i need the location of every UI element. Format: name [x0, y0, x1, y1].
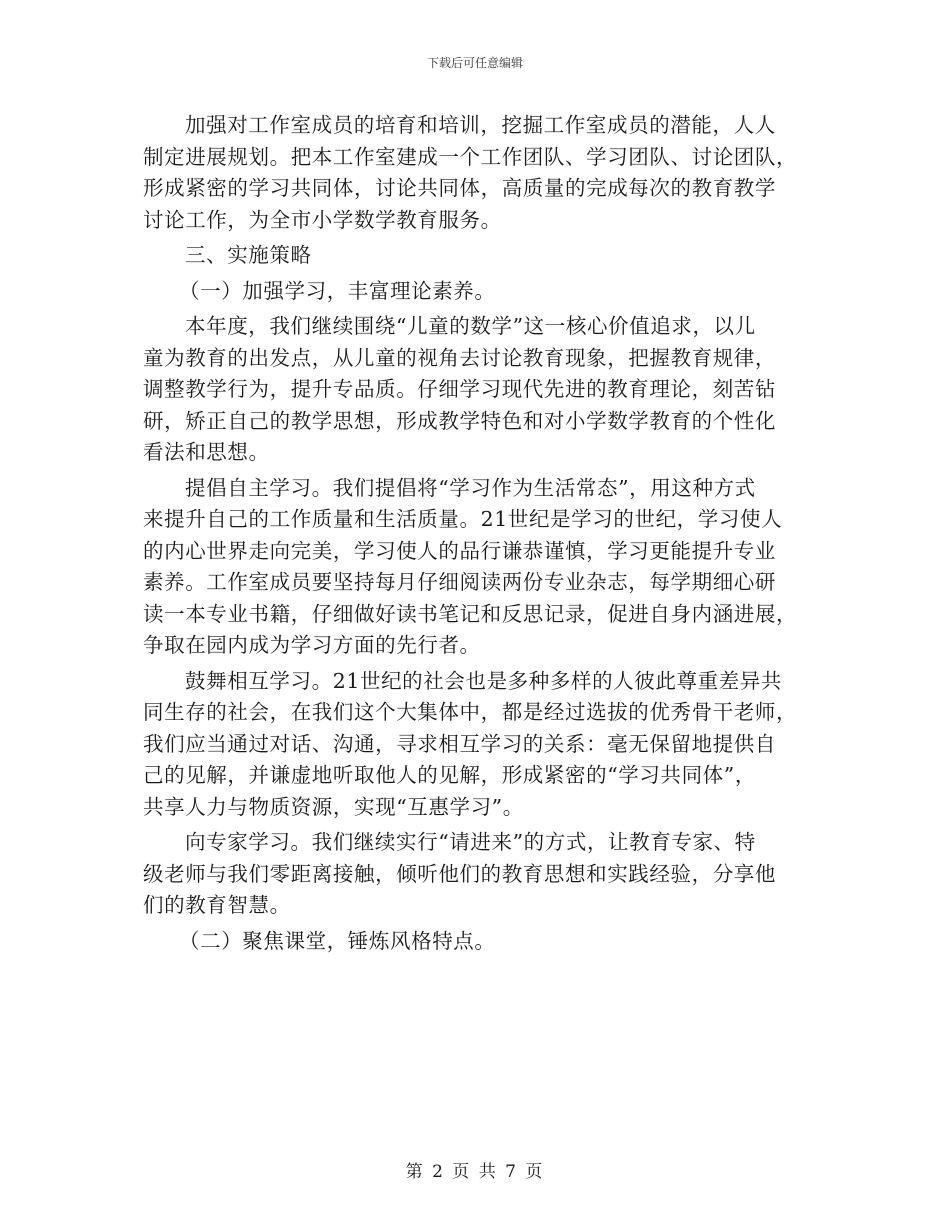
- text-line: 共享人力与物质资源，实现“互惠学习”。: [143, 794, 524, 819]
- text-line: 看法和思想。: [143, 440, 270, 464]
- subsection-heading: [143, 926, 808, 958]
- paragraph-self-study: [143, 473, 808, 662]
- paragraph-mutual-learning: [143, 666, 808, 824]
- text-line: 们的教育智慧。: [143, 893, 291, 917]
- heading-strengthen-learning: （一）加强学习，丰富理论素养。: [179, 278, 496, 303]
- text-line: 的内心世界走向完美，学习使人的品行谦恭谨慎，学习更能提升专业: [143, 538, 776, 563]
- text-line: 研，矫正自己的教学思想，形成教学特色和对小学数学教育的个性化: [143, 408, 776, 433]
- text-line: 制定进展规划。把本工作室建成一个工作团队、学习团队、讨论团队，: [143, 144, 798, 169]
- text-line: 形成紧密的学习共同体，讨论共同体，高质量的完成每次的教育教学: [143, 176, 776, 200]
- page-number: 第 2 页 共 7 页: [405, 1162, 545, 1182]
- document-body: [143, 110, 808, 957]
- text-line: 来提升自己的工作质量和生活质量。21世纪是学习的世纪，学习使人: [143, 507, 783, 531]
- paragraph-this-year: [143, 311, 808, 469]
- text-line: 我们应当通过对话、沟通，寻求相互学习的关系：毫无保留地提供自: [143, 731, 776, 756]
- text-line: 素养。工作室成员要坚持每月仔细阅读两份专业杂志，每学期细心研: [143, 570, 776, 594]
- paragraph-expert-learning: [143, 827, 808, 922]
- text-line: 争取在园内成为学习方面的先行者。: [143, 633, 481, 657]
- text-line: 提倡自主学习。我们提倡将“学习作为生活常态”，用这种方式: [185, 475, 756, 500]
- text-line: 加强对工作室成员的培育和培训，挖掘工作室成员的潜能，人人: [185, 113, 776, 137]
- heading-implementation-strategy: 三、实施策略: [185, 243, 312, 267]
- text-line: 向专家学习。我们继续实行“请进来”的方式，让教育专家、特: [185, 830, 756, 854]
- text-line: 读一本专业书籍，仔细做好读书笔记和反思记录，促进自身内涵进展，: [143, 601, 798, 626]
- text-line: 本年度，我们继续围绕“儿童的数学”这一核心价值追求，以儿: [185, 314, 756, 338]
- text-line: 鼓舞相互学习。21世纪的社会也是多种多样的人彼此尊重差异共: [185, 668, 782, 693]
- page-header-note: 下载后可任意编辑: [426, 56, 523, 70]
- paragraph-team-building: [143, 110, 808, 236]
- text-line: 童为教育的出发点，从儿童的视角去讨论教育现象，把握教育规律，: [143, 345, 776, 370]
- heading-focus-classroom: （二）聚焦课堂，锤炼风格特点。: [179, 928, 496, 953]
- text-line: 讨论工作，为全市小学数学教育服务。: [143, 207, 502, 232]
- subsection-heading: [143, 276, 808, 308]
- text-line: 调整教学行为，提升专品质。仔细学习现代先进的教育理论，刻苦钻: [143, 377, 776, 401]
- text-line: 同生存的社会，在我们这个大集体中，都是经过选拔的优秀骨干老师，: [143, 700, 798, 724]
- text-line: 己的见解，并谦虚地听取他人的见解，形成紧密的“学习共同体”，: [143, 763, 756, 787]
- section-heading: [143, 240, 808, 272]
- text-line: 级老师与我们零距离接触，倾听他们的教育思想和实践经验，分享他: [143, 861, 776, 886]
